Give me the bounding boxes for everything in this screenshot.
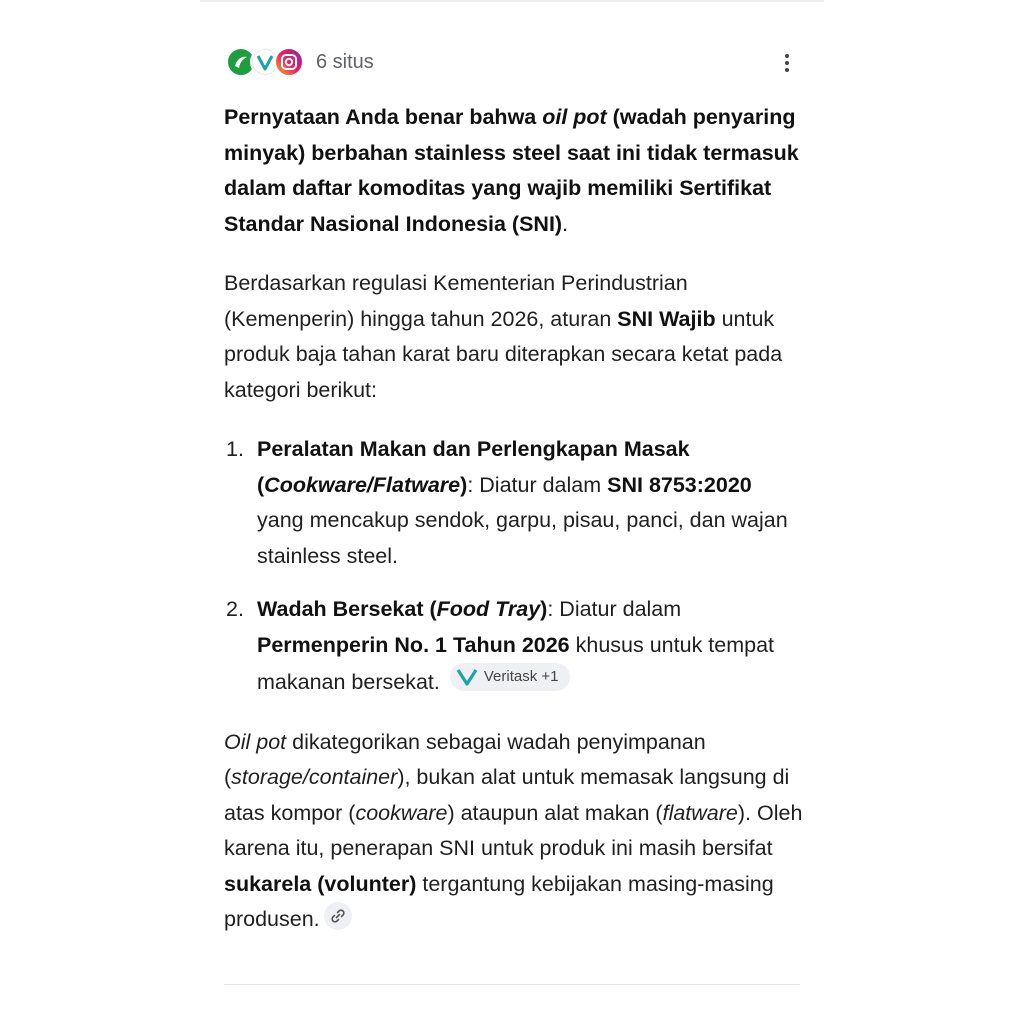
more-options-button[interactable] [776, 49, 798, 77]
more-vertical-icon [785, 54, 789, 58]
link-icon [330, 908, 346, 924]
list-item: 2. Wadah Bersekat (Food Tray): Diatur dalam Permenperin No. 1 Tahun 2026 khusus untuk tempat makanan bersekat. Veritask +1 [226, 597, 775, 694]
link-citation-button[interactable] [324, 902, 352, 930]
sources-row[interactable] [226, 45, 374, 79]
citation-chip[interactable]: Veritask +1 [450, 663, 571, 691]
list-item: 1. Peralatan Makan dan Perlengkapan Masak (Cookware/Flatware): Diatur dalam SNI 8753:2020 yang mencakup sendok, garpu, pisau, panci, dan wajan stainless steel. [226, 437, 788, 568]
category-list [224, 432, 804, 701]
top-divider [200, 0, 824, 2]
conclusion-paragraph: Oil pot dikategorikan sebagai wadah penyimpanan (storage/container), bukan alat untuk memasak langsung di atas kompor (cookware) ataupun alat makan (flatware). Oleh karena itu, penerapan SNI untuk produk ini masih bersifat sukarela (volunter) tergantung kebijakan masing-masing produsen. [224, 729, 803, 931]
answer-content [224, 100, 804, 938]
sources-count: 6 situs [316, 50, 374, 73]
instagram-icon [274, 47, 304, 77]
intro-paragraph: Pernyataan Anda benar bahwa oil pot (wadah penyaring minyak) berbahan stainless steel saat ini tidak termasuk dalam daftar komoditas yang wajib memiliki Sertifikat Standar Nasional Indonesia (SNI). [224, 105, 799, 236]
regulation-paragraph: Berdasarkan regulasi Kementerian Perindustrian (Kemenperin) hingga tahun 2026, aturan SNI Wajib untuk produk baja tahan karat baru diterapkan secara ketat pada kategori berikut: [224, 271, 783, 402]
bottom-divider [224, 984, 800, 985]
veritask-chip-icon [456, 668, 478, 686]
